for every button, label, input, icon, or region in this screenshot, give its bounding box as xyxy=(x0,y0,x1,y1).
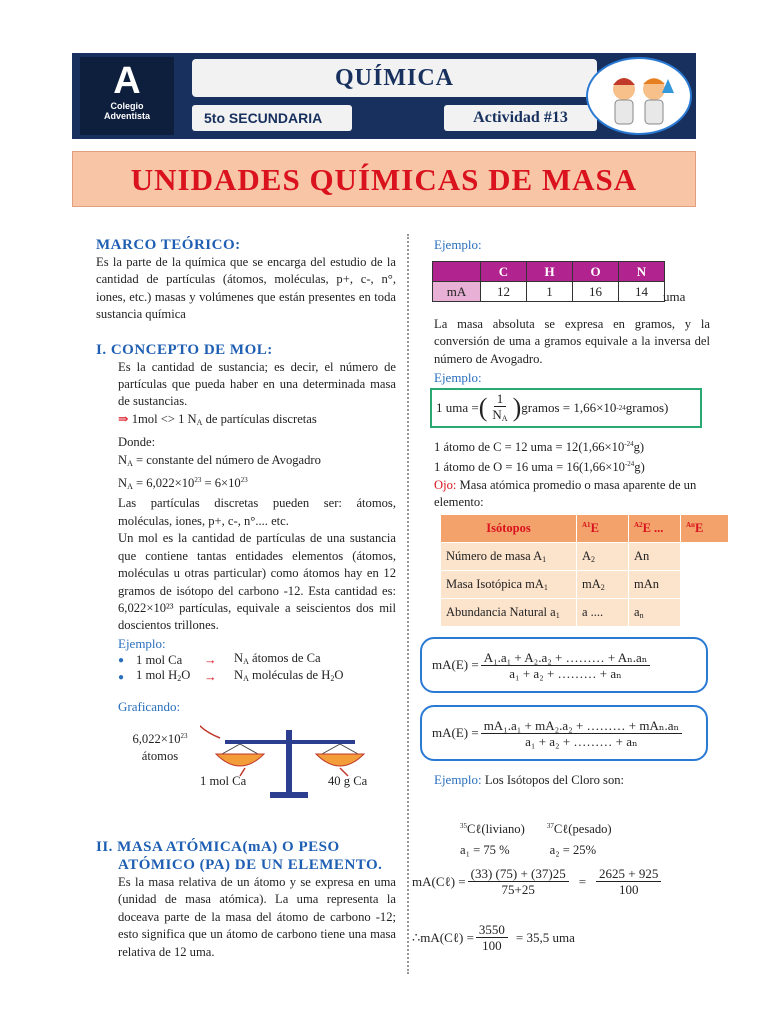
table-row: Masa Isotópica $mA_1$ $mA_2$ mAn xyxy=(441,571,729,599)
bullet-icon: ● xyxy=(118,671,125,683)
na-definition: $N_A$ = constante del número de Avogadro xyxy=(118,452,321,468)
oxygen-line: 1 átomo de O = 16 uma = $16(1,66\times 10^{-24}g)$ xyxy=(434,460,645,475)
scientists-illustration xyxy=(586,57,692,135)
table-row: Número de masa $A_1$ $A_2$ An xyxy=(441,543,729,571)
example-h2o: ● 1 mol $H_2O$ → $N_A$ moléculas de $H_2O$ xyxy=(96,669,396,686)
grade-bar xyxy=(192,105,352,131)
chlorine-example-line: Ejemplo: Los Isótopos del Cloro son: xyxy=(434,772,625,787)
implies-arrow-icon: ⇒ xyxy=(118,411,129,426)
ojo-note: Ojo: Masa atómica promedio o masa aparente de un elemento: xyxy=(434,477,697,510)
formula-box-isotopic-mass: mA(E) = $\frac{\text{mA₁.a₁ + mA₂.a₂ + ……… + mAₙ.aₙ}}{\text{a₁ + a₂ + ……… + aₙ}}$ xyxy=(420,705,708,761)
scale-icon xyxy=(200,720,380,804)
school-logo xyxy=(80,57,174,135)
example-ca: ● 1 mol Ca → $N_A$ átomos de Ca xyxy=(96,652,396,669)
arrow-right-icon: → xyxy=(204,652,217,667)
carbon-line: 1 átomo de C = 12 uma = $12(1,66\times 10^{-24}g)$ xyxy=(434,440,645,454)
elements-example-label: Ejemplo: xyxy=(434,237,482,252)
mol-definition-text: Un mol es la cantidad de partículas de una sustancia que contiene tantas entidades elementos (átomos, moléculas u otras particular) como átomos hay en 12 gramos de isótopo del carbono -12. Esta cantidad es: 6,022×10²³ partículas, equivale a seiscientos dos mil doscientos trillones. xyxy=(118,531,396,633)
donde-label: Donde: xyxy=(118,435,156,450)
concepto-mol-text: Es la cantidad de sustancia; es decir, el número de partículas que pueda haber en una determinada masa de sustancias. xyxy=(118,359,396,409)
left-column xyxy=(96,236,396,716)
activity-bar xyxy=(444,105,597,131)
chlorine-result: ∴mA(Cℓ) = $\frac{3550}{100}$ = 35,5 uma xyxy=(412,922,575,953)
formula-box-mass-number: mA(E) = $\frac{\text{A₁.a₁ + A₂.a₂ + ……… + Aₙ.aₙ}}{\text{a₁ + a₂ + ……… + aₙ}}$ xyxy=(420,637,708,693)
masa-atomica-heading-2: ATÓMICO (PA) DE UN ELEMENTO. xyxy=(118,857,383,873)
right-column-top xyxy=(434,236,714,253)
particulas-discretas-text: Las partículas discretas pueden ser: átomos, moléculas, iones, p+, c-, n°.... etc. xyxy=(118,496,396,528)
subject-title: QUÍMICA xyxy=(335,65,454,91)
masa-atomica-heading-1: II. MASA ATÓMICA(mA) O PESO xyxy=(96,839,340,855)
balance-right-label: 40 g Ca xyxy=(328,774,368,788)
table-header-row: C H O N xyxy=(433,262,665,282)
marco-teorico-heading: MARCO TEÓRICO: xyxy=(96,237,241,253)
grade-label: 5to SECUNDARIA xyxy=(204,110,323,126)
element-mass-table xyxy=(432,261,665,302)
abundance-a1: a₁ = 75 % xyxy=(460,843,510,858)
chlorine-isotopes xyxy=(460,818,700,860)
balance-illustration xyxy=(120,720,380,820)
mol-equivalence: ⇒ 1mol <> 1 $N_A$ de partículas discretas xyxy=(118,411,317,427)
masa-atomica-text: Es la masa relativa de un átomo y se expresa en uma (unidad de masa atómica). La uma representa la doceava parte de la masa del átomo de carbono -12; esto significa que un átomo de carbono tiene una masa relativa de 12 uma. xyxy=(118,875,396,959)
main-title-box xyxy=(72,151,696,207)
uma-example-label: Ejemplo: xyxy=(434,370,482,385)
logo-mark: A xyxy=(113,60,141,102)
activity-label: Actividad #13 xyxy=(473,109,568,126)
graficando-label: Graficando: xyxy=(118,699,181,715)
chlorine-calculation: mA(Cℓ) = $\frac{(33) (75) + (37)25}{75+25}$ = $\frac{2625 + 925}{100}$ xyxy=(412,866,663,897)
column-divider xyxy=(407,234,409,974)
subject-bar xyxy=(192,59,597,97)
concepto-mol-heading: I. CONCEPTO DE MOL: xyxy=(96,341,273,358)
logo-line-1: Colegio xyxy=(110,101,144,111)
abundance-a2: a₂ = 25% xyxy=(549,843,597,858)
masa-absoluta-text: La masa absoluta se expresa en gramos, y la conversión de uma a gramos equivale a la inversa del número de Avogadro. xyxy=(434,317,710,366)
uma-formula-box: 1 uma = ( $\frac{1}{N_A}$ ) gramos = 1,66×10 -24 gramos) xyxy=(430,388,702,428)
masa-atomica-section xyxy=(96,838,396,961)
logo-line-2: Adventista xyxy=(103,111,150,121)
balance-left-label: 1 mol Ca xyxy=(200,774,247,788)
cl-35-label: $^{35}$Cℓ(liviano) xyxy=(460,822,525,836)
table-row: Abundancia Natural $a_1$ a .... $a_n$ xyxy=(441,599,729,627)
header-banner xyxy=(72,53,696,139)
na-value: $N_A = 6,022\times 10^{23} = 6\times 10^{23}$ xyxy=(118,476,248,492)
cl-37-label: $^{37}$Cℓ(pesado) xyxy=(546,822,612,836)
arrow-right-icon: → xyxy=(204,669,217,684)
isotopes-table xyxy=(440,514,729,627)
avogadro-label: $6,022\times 10^{23}$ átomos xyxy=(132,732,188,763)
table-header-row: Isótopos $^{A1}$E $^{A2}$E ... $^{An}$E xyxy=(441,515,729,543)
table-row: mA 12 1 16 14 xyxy=(433,282,665,302)
mol-example-label: Ejemplo: xyxy=(118,635,166,651)
bullet-icon: ● xyxy=(118,654,125,666)
main-title: UNIDADES QUÍMICAS DE MASA xyxy=(130,162,638,197)
marco-teorico-text: Es la parte de la química que se encarga del estudio de la cantidad de partículas (átomos, moléculas, p+, c-, n°, iones, etc.) masas y volúmenes que están presentes en toda sustancia química xyxy=(96,255,396,322)
uma-unit-label: uma xyxy=(663,289,686,304)
atom-mass-lines xyxy=(434,436,714,512)
